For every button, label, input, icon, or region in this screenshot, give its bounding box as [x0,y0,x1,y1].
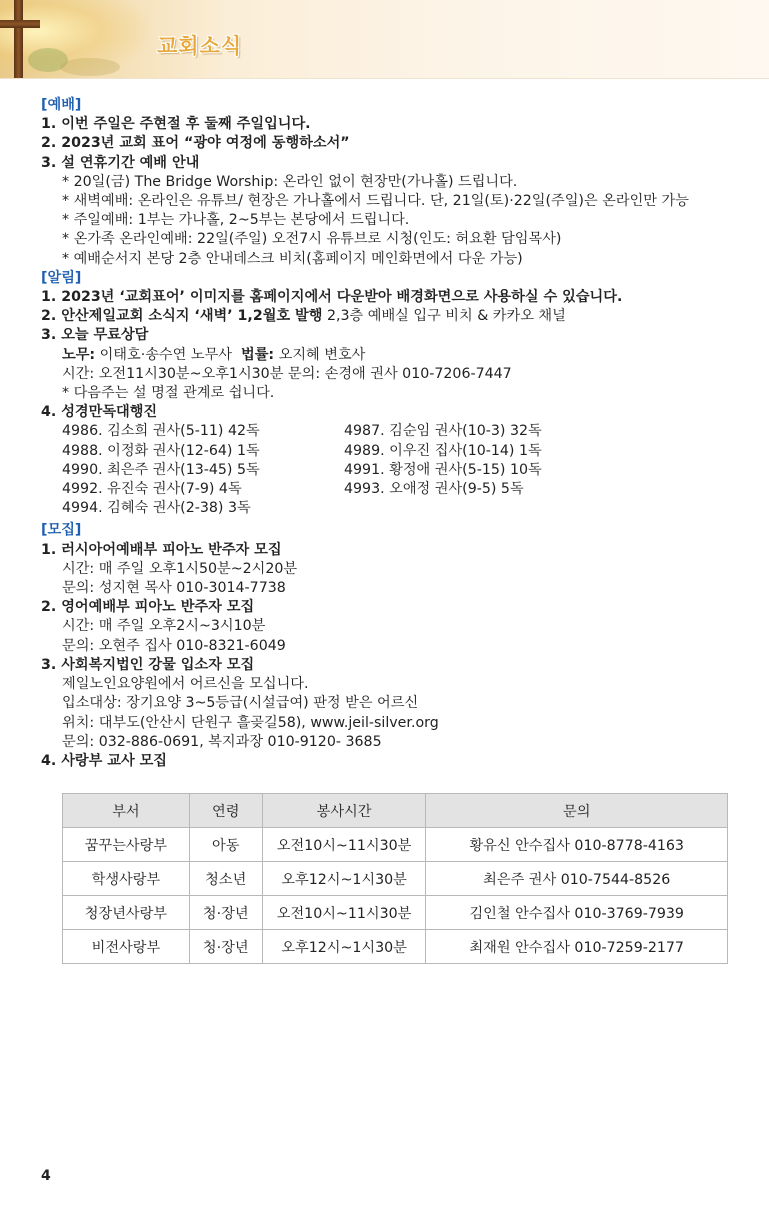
recruit-item: 3. 사회복지법인 강물 입소자 모집 [41,656,255,673]
table-cell: 오후12시~1시30분 [262,930,426,964]
worship-item: 2. 2023년 교회 표어 “광야 여정에 동행하소서” [41,135,350,152]
table-row [63,862,728,896]
table-cell: 청·장년 [189,896,262,930]
recruit-detail: 문의: 성지현 목사 010-3014-7738 [62,580,286,597]
consult-next: * 다음주는 설 명절 관계로 쉽니다. [62,385,275,402]
worship-sub-item: * 예배순서지 본당 2층 안내데스크 비치(홈페이지 메인화면에서 다운 가능) [62,250,523,267]
table-header-row [63,794,728,828]
table-cell: 황유신 안수집사 010-8778-4163 [426,828,728,862]
page-number: 4 [41,1168,51,1184]
notice-item: 4. 성경만독대행진 [41,404,158,421]
notice-item: 3. 오늘 무료상담 [41,327,149,344]
reader-row [41,461,741,480]
leaf-decoration [60,58,120,76]
reader-entry: 4989. 이우진 집사(10-14) 1독 [344,442,542,459]
consult-time: 시간: 오전11시30분~오후1시30분 문의: 손경애 권사 010-7206-7447 [62,365,512,382]
reader-row [41,499,741,518]
notice-item [41,307,741,326]
recruit-item: 2. 영어예배부 피아노 반주자 모집 [41,599,255,616]
recruit-heading: [모집] [41,522,82,539]
table-cell: 오전10시~11시30분 [262,828,426,862]
table-cell: 최재원 안수집사 010-7259-2177 [426,930,728,964]
worship-sub-item: * 주일예배: 1부는 가나홀, 2~5부는 본당에서 드립니다. [62,212,410,229]
table-header-cell: 연령 [189,794,262,828]
table-cell: 아동 [189,828,262,862]
worship-heading: [예배] [41,97,82,113]
recruit-detail: 제일노인요양원에서 어르신을 모십니다. [62,676,309,693]
reader-row [41,442,741,461]
table-cell: 청장년사랑부 [63,896,190,930]
law-text: 오지혜 변호사 [274,346,366,363]
worship-item: 1. 이번 주일은 주현절 후 둘째 주일입니다. [41,116,311,133]
notice-item-rest: 2,3층 예배실 입구 비치 & 카카오 채널 [322,308,566,325]
table-header-cell: 부서 [63,794,190,828]
table-row [63,930,728,964]
table-cell: 청·장년 [189,930,262,964]
consult-line [41,346,741,365]
reader-entry: 4992. 유진숙 권사(7-9) 4독 [62,481,242,498]
table-cell: 김인철 안수집사 010-3769-7939 [426,896,728,930]
worship-sub-item: * 온가족 온라인예배: 22일(주일) 오전7시 유튜브로 시청(인도: 허요환 담임목사) [62,231,562,248]
reader-entry: 4991. 황정애 권사(5-15) 10독 [344,461,542,478]
table-header-cell: 봉사시간 [262,794,426,828]
reader-entry: 4987. 김순임 권사(10-3) 32독 [344,423,542,440]
reader-entry: 4994. 김혜숙 권사(2-38) 3독 [62,500,251,517]
recruit-detail: 문의: 032-886-0691, 복지과장 010-9120- 3685 [62,733,382,750]
labor-text: 이태호·송수연 노무사 [95,346,232,363]
table-cell: 꿈꾸는사랑부 [63,828,190,862]
recruit-detail: 시간: 매 주일 오후2시~3시10분 [62,618,266,635]
table-cell: 오전10시~11시30분 [262,896,426,930]
table-cell: 오후12시~1시30분 [262,862,426,896]
reader-row [41,480,741,499]
reader-entry: 4993. 오애정 권사(9-5) 5독 [344,481,524,498]
recruit-item: 1. 러시아어예배부 피아노 반주자 모집 [41,541,282,558]
recruit-detail: 위치: 대부도(안산시 단원구 흘곶길58), www.jeil-silver.org [62,714,439,731]
notice-item-bold: 2. 안산제일교회 소식지 ‘새벽’ 1,2월호 발행 [41,308,323,325]
worship-sub-item: * 20일(금) The Bridge Worship: 온라인 없이 현장만(가나홀) 드립니다. [62,173,518,190]
table-row [63,896,728,930]
table-cell: 청소년 [189,862,262,896]
notice-item: 1. 2023년 ‘교회표어’ 이미지를 홈페이지에서 다운받아 배경화면으로 사용하실 수 있습니다. [41,289,623,306]
table-cell: 최은주 권사 010-7544-8526 [426,862,728,896]
recruit-detail: 문의: 오현주 집사 010-8321-6049 [62,637,286,654]
cross-icon-bar [0,20,40,28]
table-header-cell: 문의 [426,794,728,828]
recruit-item: 4. 사랑부 교사 모집 [41,752,168,769]
table-row [63,828,728,862]
teacher-recruit-table [62,793,728,964]
notice-heading: [알림] [41,269,82,286]
labor-label: 노무: [62,346,96,363]
recruit-detail: 시간: 매 주일 오후1시50분~2시20분 [62,560,298,577]
worship-sub-item: * 새벽예배: 온라인은 유튜브/ 현장은 가나홀에서 드립니다. 단, 21일(토)·22일(주일)은 온라인만 가능 [62,193,689,210]
page-title: 교회소식 [157,34,243,58]
cross-icon [14,0,23,78]
reader-entry: 4986. 김소희 권사(5-11) 42독 [62,423,260,440]
header-banner [0,0,769,79]
bulletin-content [41,96,741,771]
law-label: 법률: [241,346,275,363]
table-cell: 학생사랑부 [63,862,190,896]
reader-row [41,422,741,441]
worship-item: 3. 설 연휴기간 예배 안내 [41,154,200,171]
recruit-detail: 입소대상: 장기요양 3~5등급(시설급여) 판정 받은 어르신 [62,695,419,712]
table-cell: 비전사랑부 [63,930,190,964]
reader-entry: 4990. 최은주 권사(13-45) 5독 [62,461,260,478]
reader-entry: 4988. 이정화 권사(12-64) 1독 [62,442,260,459]
